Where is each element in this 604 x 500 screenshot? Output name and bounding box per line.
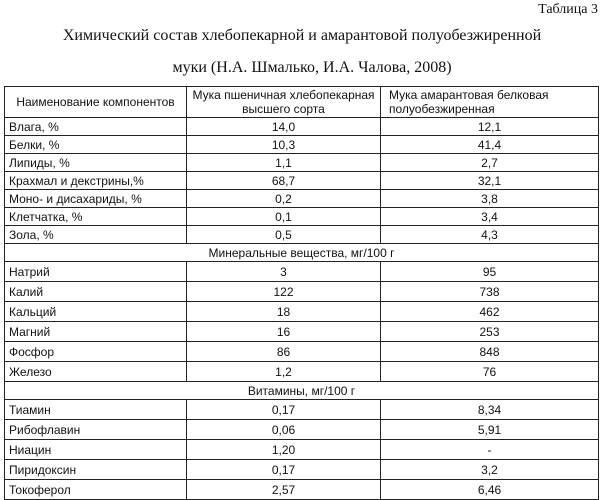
amaranth-value-cell: 5,91 [381,420,599,440]
amaranth-value-cell: - [381,440,599,460]
wheat-value-cell: 1,20 [187,440,381,460]
composition-table [4,86,599,500]
table-row [5,400,599,420]
amaranth-value-cell: 3,4 [381,208,599,226]
table-row [5,440,599,460]
component-name-cell: Клетчатка, % [5,208,187,226]
wheat-value-cell: 0,5 [187,226,381,244]
component-name-cell: Белки, % [5,136,187,154]
component-name-cell: Влага, % [5,118,187,136]
amaranth-value-cell: 41,4 [381,136,599,154]
wheat-value-cell: 10,3 [187,136,381,154]
component-name-cell: Калий [5,282,187,302]
table-row [5,342,599,362]
minerals-section-heading: Минеральные вещества, мг/100 г [5,244,599,262]
amaranth-value-cell: 253 [381,322,599,342]
wheat-value-cell: 0,06 [187,420,381,440]
amaranth-value-cell: 32,1 [381,172,599,190]
header-wheat-flour: Мука пшеничная хлебопекарная высшего сорта [187,87,381,118]
wheat-value-cell: 68,7 [187,172,381,190]
table-row [5,208,599,226]
wheat-value-cell: 2,57 [187,480,381,500]
table-title-line-2: муки (Н.А. Шмалько, И.А. Чалова, 2008) [172,59,452,76]
wheat-value-cell: 18 [187,302,381,322]
amaranth-value-cell: 848 [381,342,599,362]
component-name-cell: Кальций [5,302,187,322]
header-amaranth-flour: Мука амарантовая белковая полуобезжиренная [381,87,599,118]
amaranth-value-cell: 95 [381,262,599,282]
header-component-name: Наименование компонентов [5,87,187,118]
amaranth-value-cell: 12,1 [381,118,599,136]
table-row [5,172,599,190]
table-row [5,118,599,136]
amaranth-value-cell: 3,8 [381,190,599,208]
wheat-value-cell: 122 [187,282,381,302]
table-row [5,154,599,172]
amaranth-value-cell: 2,7 [381,154,599,172]
component-name-cell: Пиридоксин [5,460,187,480]
wheat-value-cell: 0,17 [187,400,381,420]
table-row [5,282,599,302]
table-row [5,302,599,322]
component-name-cell: Натрий [5,262,187,282]
wheat-value-cell: 1,2 [187,362,381,382]
table-row [5,190,599,208]
wheat-value-cell: 3 [187,262,381,282]
table-row [5,420,599,440]
table-row [5,262,599,282]
section-row [5,382,599,400]
amaranth-value-cell: 76 [381,362,599,382]
component-name-cell: Тиамин [5,400,187,420]
component-name-cell: Магний [5,322,187,342]
table-body [5,118,599,500]
wheat-value-cell: 0,1 [187,208,381,226]
table-row [5,226,599,244]
component-name-cell: Зола, % [5,226,187,244]
table-row [5,460,599,480]
amaranth-value-cell: 462 [381,302,599,322]
wheat-value-cell: 14,0 [187,118,381,136]
table-row [5,136,599,154]
wheat-value-cell: 86 [187,342,381,362]
component-name-cell: Фосфор [5,342,187,362]
wheat-value-cell: 0,17 [187,460,381,480]
component-name-cell: Крахмал и декстрины,% [5,172,187,190]
amaranth-value-cell: 8,34 [381,400,599,420]
component-name-cell: Моно- и дисахариды, % [5,190,187,208]
wheat-value-cell: 0,2 [187,190,381,208]
vitamins-section-heading: Витамины, мг/100 г [5,382,599,400]
component-name-cell: Токоферол [5,480,187,500]
wheat-value-cell: 16 [187,322,381,342]
amaranth-value-cell: 6,46 [381,480,599,500]
table-header-row [5,87,599,118]
table-number: Таблица 3 [538,2,598,17]
wheat-value-cell: 1,1 [187,154,381,172]
component-name-cell: Железо [5,362,187,382]
table-title-line-1: Химический состав хлебопекарной и амарантовой полуобезжиренной [62,27,542,44]
amaranth-value-cell: 4,3 [381,226,599,244]
component-name-cell: Ниацин [5,440,187,460]
amaranth-value-cell: 738 [381,282,599,302]
table-row [5,322,599,342]
component-name-cell: Рибофлавин [5,420,187,440]
section-row [5,244,599,262]
component-name-cell: Липиды, % [5,154,187,172]
table-row [5,362,599,382]
amaranth-value-cell: 3,2 [381,460,599,480]
